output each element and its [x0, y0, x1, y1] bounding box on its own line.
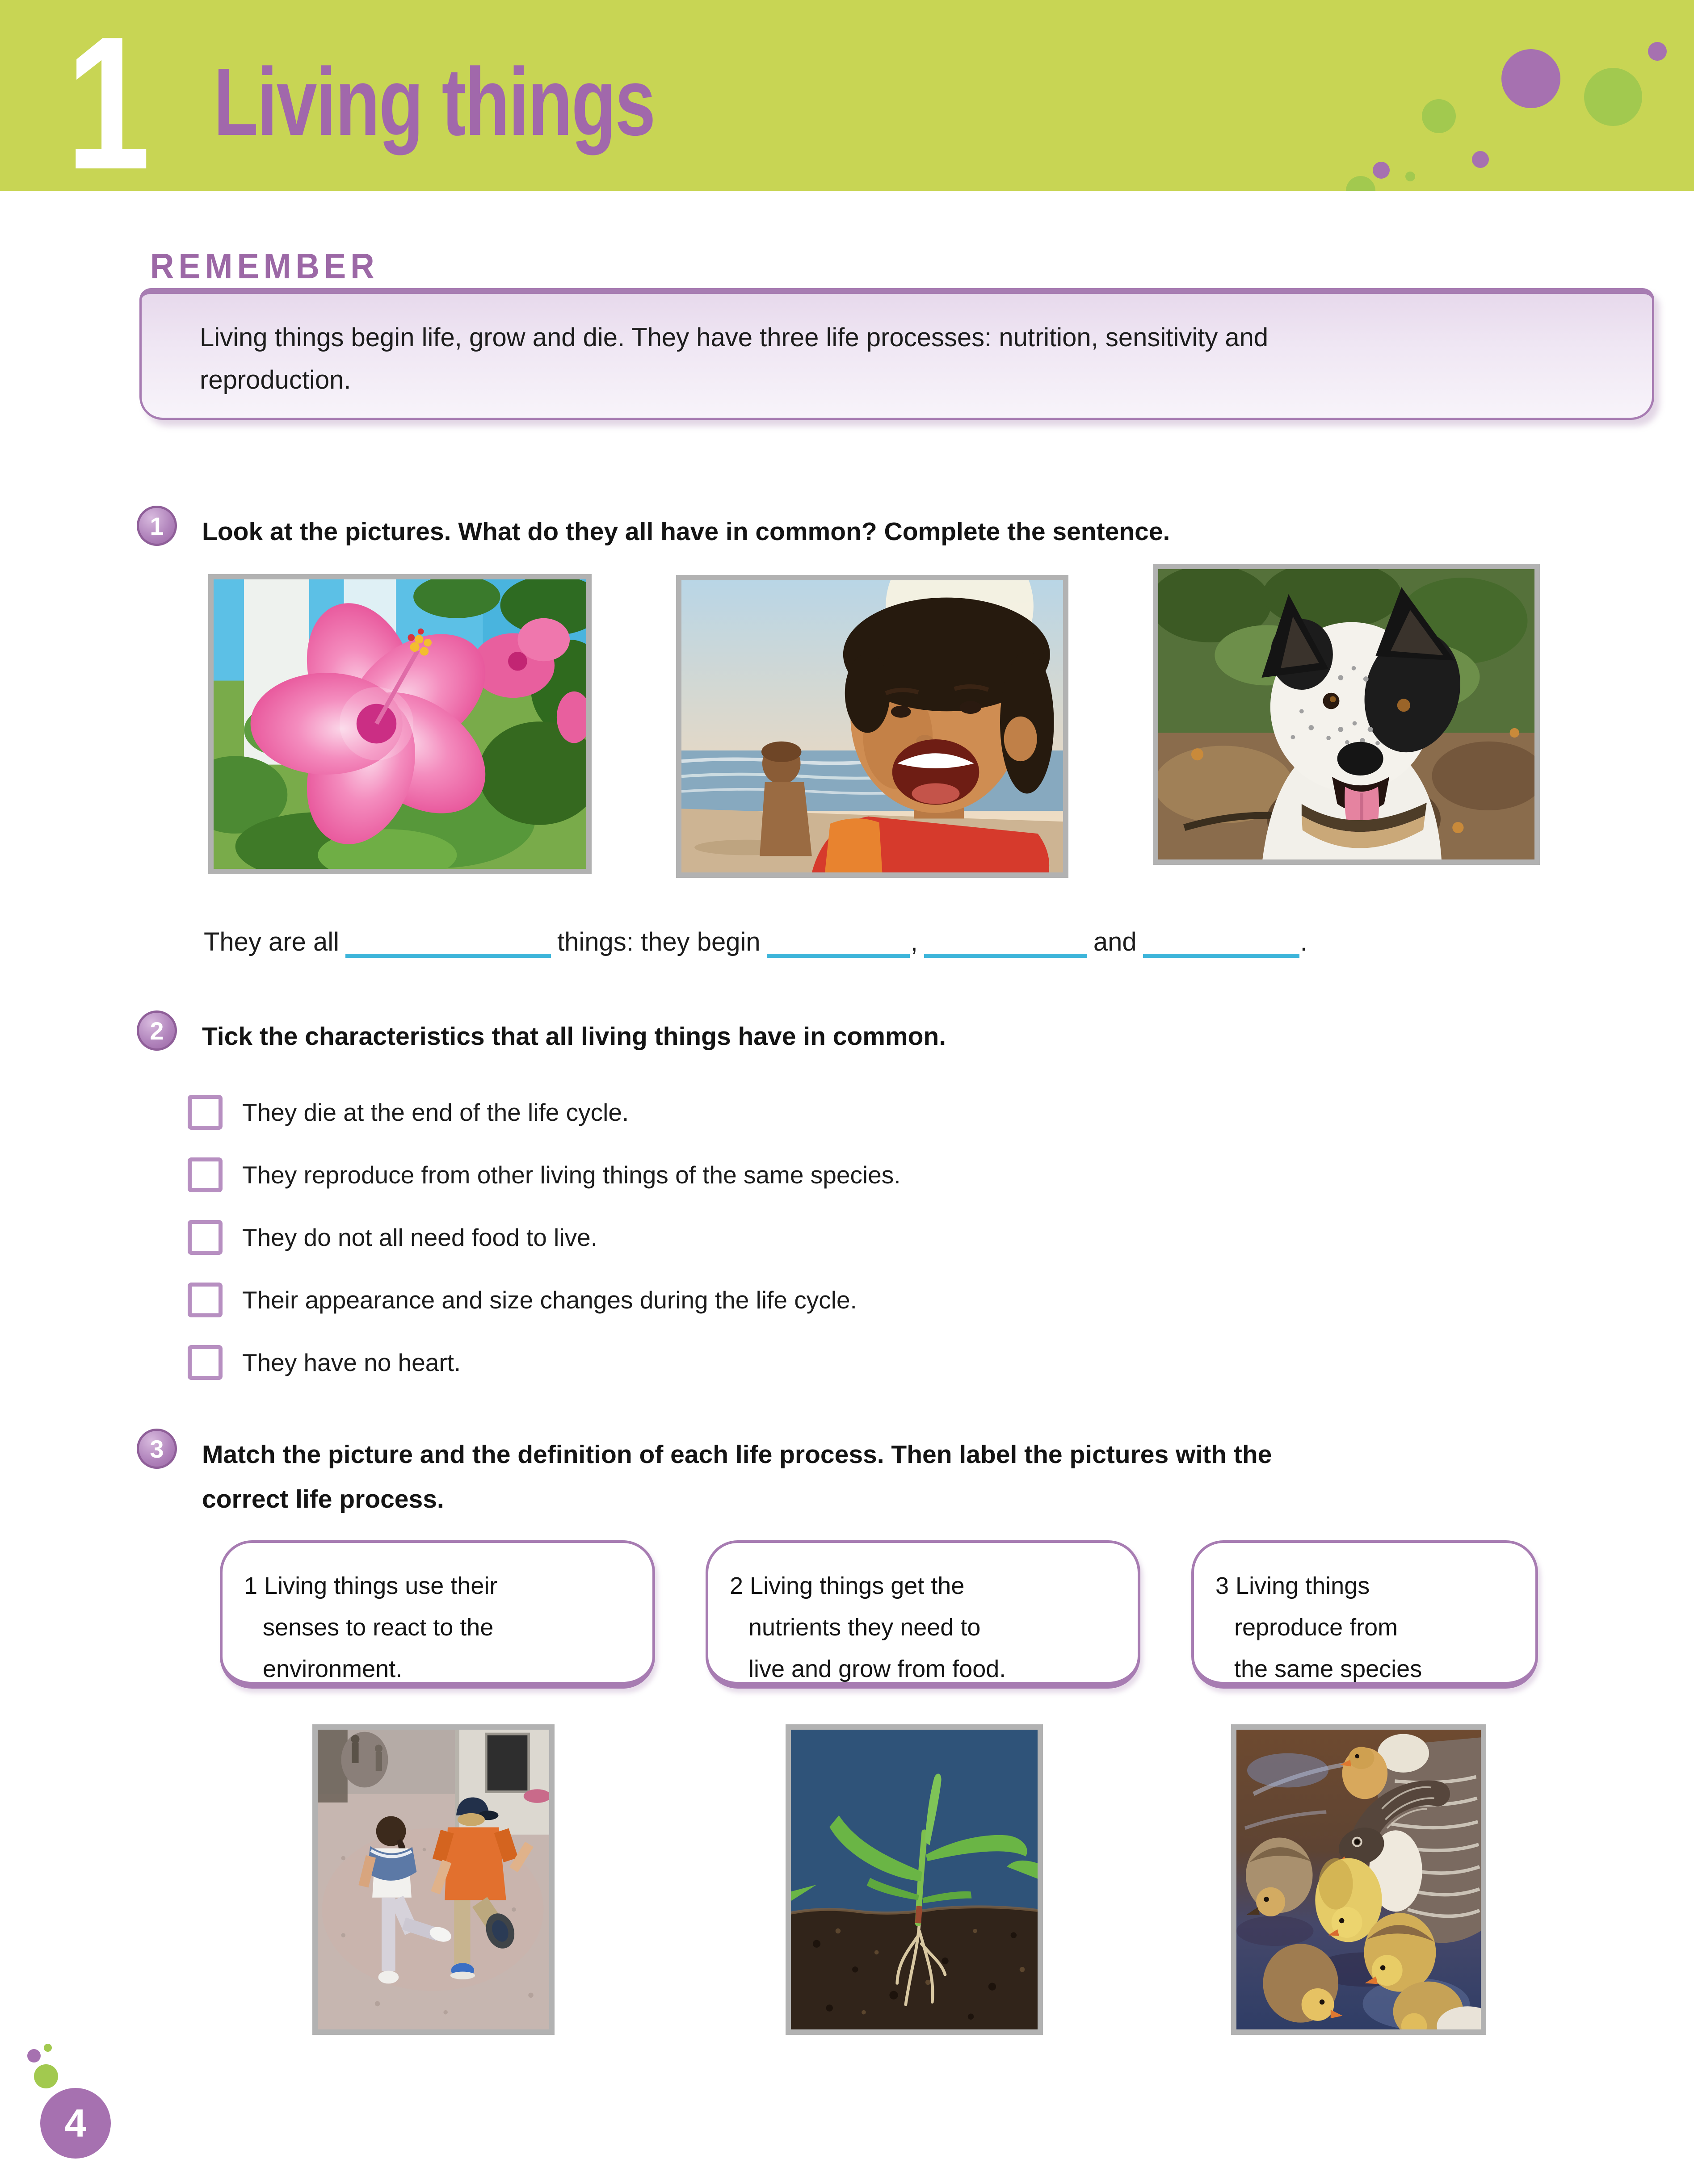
- page-number-badge: 4: [40, 2088, 111, 2159]
- decor-dot-icon: [1346, 176, 1375, 191]
- instruction-line: correct life process.: [202, 1485, 444, 1513]
- definition-box-sensitivity: [220, 1540, 655, 1689]
- exercise-1-badge: 1: [137, 506, 177, 546]
- definition-line: 1 Living things use their: [244, 1572, 498, 1599]
- page-title: Living things: [214, 48, 655, 155]
- definition-line: live and grow from food.: [748, 1656, 1006, 1682]
- check-item: [188, 1344, 461, 1381]
- checkbox[interactable]: [188, 1157, 223, 1192]
- check-label: Their appearance and size changes during the life cycle.: [242, 1286, 857, 1314]
- decor-dot-icon: [34, 2064, 58, 2088]
- photo-hibiscus-flower: [208, 574, 592, 874]
- photo-smiling-boy: [676, 575, 1068, 878]
- unit-header: [0, 0, 1694, 191]
- exercise-3-badge: 3: [137, 1429, 177, 1469]
- exercise-3-instruction: [202, 1432, 1272, 1522]
- remember-box: [139, 288, 1654, 420]
- definition-box-reproduction: [1191, 1540, 1538, 1689]
- decor-dot-icon: [27, 2049, 41, 2062]
- definition-line: senses to react to the: [263, 1614, 494, 1641]
- photo-ducklings: [1231, 1724, 1486, 2035]
- definition-line: the same species: [1234, 1656, 1422, 1682]
- decor-dot-icon: [1422, 99, 1456, 133]
- fill-in-sentence: [204, 923, 1307, 961]
- definition-line: reproduce from: [1234, 1614, 1398, 1641]
- answer-blank-3[interactable]: [924, 949, 1087, 958]
- decor-dot-icon: [44, 2044, 52, 2052]
- definition-line: environment.: [263, 1656, 403, 1682]
- photo-children-running: [312, 1724, 555, 2035]
- check-label: They have no heart.: [242, 1349, 461, 1376]
- sentence-segment: .: [1300, 927, 1307, 956]
- definition-line: nutrients they need to: [748, 1614, 981, 1641]
- definition-box-nutrition: [706, 1540, 1140, 1689]
- decor-dot-icon: [1373, 162, 1390, 179]
- sentence-segment: ,: [910, 927, 918, 956]
- exercise-2-badge: 2: [137, 1010, 177, 1051]
- answer-blank-1[interactable]: [345, 949, 551, 958]
- definition-line: 3 Living things: [1215, 1572, 1370, 1599]
- answer-blank-2[interactable]: [767, 949, 910, 958]
- sentence-segment: things: they begin: [557, 927, 761, 956]
- photo-dog: [1153, 564, 1540, 865]
- check-item: [188, 1156, 901, 1194]
- unit-number: 1: [66, 0, 151, 191]
- check-item: [188, 1281, 857, 1319]
- answer-blank-4[interactable]: [1143, 949, 1299, 958]
- sentence-segment: and: [1093, 927, 1137, 956]
- check-label: They die at the end of the life cycle.: [242, 1098, 629, 1126]
- check-item: [188, 1219, 597, 1256]
- decor-dot-icon: [1648, 42, 1667, 61]
- checkbox[interactable]: [188, 1345, 223, 1380]
- checkbox[interactable]: [188, 1095, 223, 1130]
- exercise-2-instruction: Tick the characteristics that all living things have in common.: [202, 1022, 946, 1051]
- remember-text: Living things begin life, grow and die. They have three life processes: nutrition, sensitivity and reproduction.: [200, 323, 1269, 394]
- checkbox[interactable]: [188, 1220, 223, 1255]
- checkbox[interactable]: [188, 1283, 223, 1317]
- decor-dot-icon: [1584, 68, 1642, 126]
- sentence-segment: They are all: [204, 927, 340, 956]
- remember-heading: REMEMBER: [150, 246, 379, 286]
- check-label: They reproduce from other living things of the same species.: [242, 1161, 901, 1189]
- exercise-1-instruction: Look at the pictures. What do they all have in common? Complete the sentence.: [202, 517, 1170, 546]
- decor-dot-icon: [1472, 151, 1489, 168]
- decor-dot-icon: [1501, 49, 1560, 108]
- check-item: [188, 1094, 629, 1131]
- photo-seedling: [786, 1724, 1043, 2035]
- definition-line: 2 Living things get the: [730, 1572, 965, 1599]
- check-label: They do not all need food to live.: [242, 1224, 597, 1251]
- instruction-line: Match the picture and the definition of each life process. Then label the pictures with the: [202, 1440, 1272, 1469]
- decor-dot-icon: [1405, 172, 1415, 181]
